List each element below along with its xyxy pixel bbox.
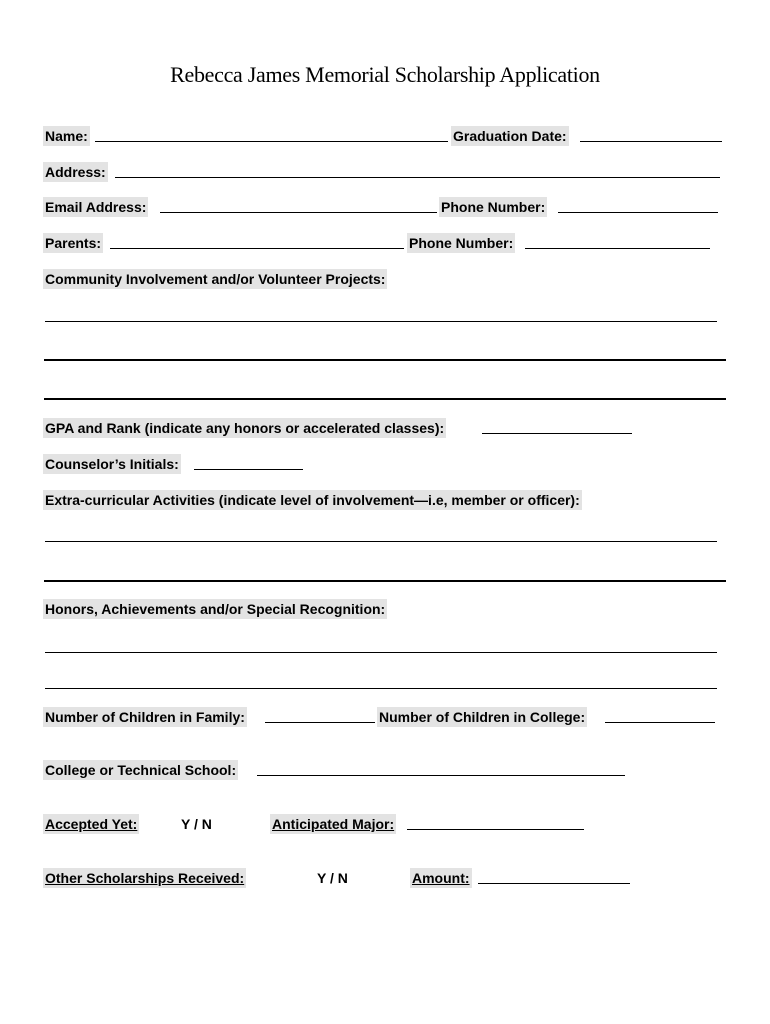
other-scholarships-label: Other Scholarships Received:: [45, 870, 245, 886]
name-field[interactable]: [95, 141, 448, 142]
accepted-yn[interactable]: Y / N: [181, 816, 212, 832]
phone-label-1: Phone Number:: [441, 199, 546, 215]
community-line-1[interactable]: [45, 321, 717, 322]
extracurricular-line-2[interactable]: [44, 580, 726, 582]
email-row: [45, 197, 725, 217]
major-field[interactable]: [407, 829, 584, 830]
major-label: Anticipated Major:: [272, 816, 395, 832]
amount-field[interactable]: [478, 883, 630, 884]
children-row: [45, 707, 725, 727]
college-label: College or Technical School:: [45, 762, 237, 778]
amount-label: Amount:: [412, 870, 470, 886]
accepted-label: Accepted Yet:: [45, 816, 138, 832]
other-yn[interactable]: Y / N: [317, 870, 348, 886]
gpa-field[interactable]: [482, 433, 632, 434]
extracurricular-label: Extra-curricular Activities (indicate level of involvement—i.e, member or officer):: [45, 492, 580, 508]
counselor-field[interactable]: [194, 469, 303, 470]
parents-row: [45, 233, 725, 253]
extracurricular-line-1[interactable]: [45, 541, 717, 542]
graduation-date-field[interactable]: [580, 141, 722, 142]
honors-line-2[interactable]: [45, 688, 717, 689]
extracurricular-row: [45, 490, 725, 510]
honors-line-1[interactable]: [45, 652, 717, 653]
community-line-2[interactable]: [44, 359, 726, 361]
address-field[interactable]: [115, 177, 720, 178]
honors-label: Honors, Achievements and/or Special Recognition:: [45, 601, 386, 617]
children-college-field[interactable]: [605, 722, 715, 723]
parents-field[interactable]: [110, 248, 404, 249]
phone-field-1[interactable]: [558, 212, 718, 213]
children-family-label: Number of Children in Family:: [45, 709, 245, 725]
community-label: Community Involvement and/or Volunteer Projects:: [45, 271, 386, 287]
address-label: Address:: [45, 164, 106, 180]
page-title: Rebecca James Memorial Scholarship Application: [170, 62, 600, 87]
counselor-label: Counselor’s Initials:: [45, 456, 179, 472]
college-row: [45, 760, 725, 780]
parents-label: Parents:: [45, 235, 102, 251]
children-college-label: Number of Children in College:: [379, 709, 586, 725]
gpa-row: [45, 418, 725, 438]
address-row: [45, 162, 725, 182]
name-label: Name:: [45, 128, 88, 144]
graduation-date-label: Graduation Date:: [453, 128, 567, 144]
gpa-label: GPA and Rank (indicate any honors or accelerated classes):: [45, 420, 445, 436]
email-field[interactable]: [160, 212, 437, 213]
accepted-row: [45, 814, 725, 834]
name-row: [45, 126, 725, 146]
other-scholarships-row: [45, 868, 725, 888]
phone-field-2[interactable]: [525, 248, 710, 249]
counselor-row: [45, 454, 725, 474]
community-row: [45, 269, 725, 289]
community-line-3[interactable]: [44, 398, 726, 400]
email-label: Email Address:: [45, 199, 147, 215]
phone-label-2: Phone Number:: [409, 235, 514, 251]
honors-row: [45, 599, 725, 619]
children-family-field[interactable]: [265, 722, 375, 723]
college-field[interactable]: [257, 775, 625, 776]
